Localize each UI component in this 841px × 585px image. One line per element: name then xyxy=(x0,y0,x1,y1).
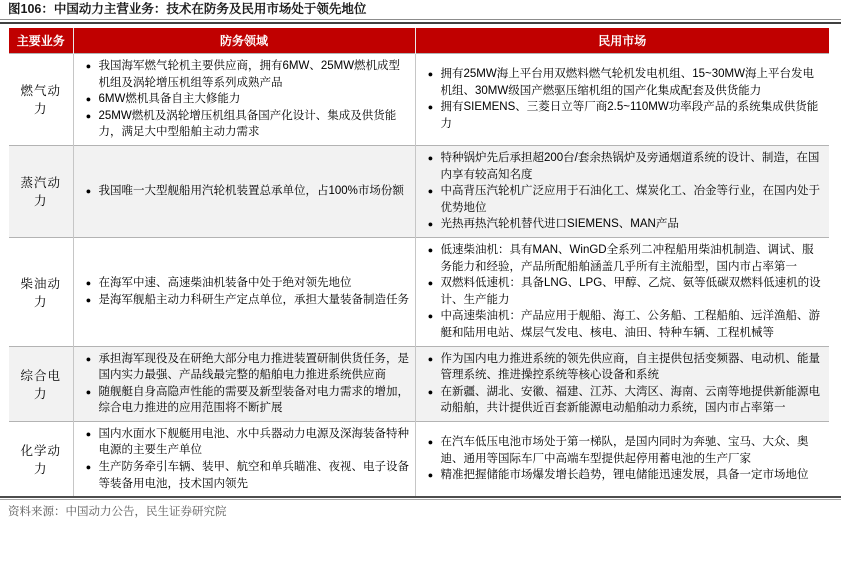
bullet-list xyxy=(79,426,410,492)
bullet-icon: ● xyxy=(85,386,92,397)
civil-market-cell xyxy=(415,237,829,346)
title-divider xyxy=(0,19,841,24)
bullet-text: 中高背压汽轮机广泛应用于石油化工、煤炭化工、冶金等行业，在国内处于优势地位 xyxy=(440,185,820,214)
bullet-text: 特种锅炉先后承担超200台/套余热锅炉及旁通烟道系统的设计、制造，在国内享有较高知名度 xyxy=(440,151,820,181)
business-name-cell: 燃气动力 xyxy=(9,54,73,146)
bullet-icon: ● xyxy=(85,428,92,439)
column-header-civil: 民用市场 xyxy=(415,28,829,54)
bullet-icon: ● xyxy=(85,278,92,289)
bullet-text: 光热再热汽轮机替代进口SIEMENS、MAN产品 xyxy=(440,218,679,231)
business-name-cell: 柴油动力 xyxy=(9,237,73,346)
bullet-icon: ● xyxy=(85,294,92,305)
bullet-item xyxy=(79,459,410,492)
bullet-text: 我国海军燃气轮机主要供应商，拥有6MW、25MW燃机成型机组及涡轮增压机组等系列成熟产品 xyxy=(98,60,401,89)
bullet-icon: ● xyxy=(427,311,434,322)
column-header-business: 主要业务 xyxy=(9,28,73,54)
bullet-item xyxy=(79,384,410,417)
bullet-icon: ● xyxy=(85,94,92,105)
bullet-list xyxy=(421,351,825,417)
defense-cell xyxy=(73,237,415,346)
bullet-icon: ● xyxy=(427,186,434,197)
bullet-icon: ● xyxy=(427,69,434,80)
bullet-item xyxy=(79,183,410,200)
bullet-icon: ● xyxy=(427,152,434,163)
table-row xyxy=(9,346,829,421)
defense-cell xyxy=(73,421,415,496)
business-name-cell: 综合电力 xyxy=(9,346,73,421)
bullet-text: 中高速柴油机：产品应用于舰船、海工、公务船、工程船舶、远洋渔船、游艇和陆用电站、煤层气发电、核电、油田、特种车辆、工程机械等 xyxy=(440,310,820,339)
table-row xyxy=(9,237,829,346)
bullet-item xyxy=(421,99,825,132)
business-table xyxy=(9,28,829,496)
bullet-icon: ● xyxy=(85,186,92,197)
bullet-text: 25MW燃机及涡轮增压机组具备国产化设计、集成及供货能力，满足大中型船舶主动力需求 xyxy=(98,109,397,139)
bullet-list xyxy=(421,242,825,342)
bullet-icon: ● xyxy=(427,386,434,397)
bullet-list xyxy=(421,434,825,484)
bullet-icon: ● xyxy=(427,278,434,289)
bullet-icon: ● xyxy=(85,61,92,71)
bullet-item xyxy=(421,308,825,341)
bullet-text: 国内水面水下舰艇用电池、水中兵器动力电源及深海装备特种电源的主要生产单位 xyxy=(98,427,409,457)
bullet-text: 随舰艇自身高隐声性能的需要及新型装备对电力需求的增加，综合电力推进的应用范围将不断扩展 xyxy=(98,385,409,415)
defense-cell xyxy=(73,54,415,146)
bullet-item xyxy=(421,183,825,216)
table-row xyxy=(9,421,829,496)
bullet-text: 精准把握储能市场爆发增长趋势，锂电储能迅速发展，具备一定市场地位 xyxy=(440,469,809,482)
bullet-list xyxy=(79,58,410,141)
bullet-text: 低速柴油机：具有MAN、WinGD全系列二冲程船用柴油机制造、调试、服务能力和经验，产品所配船舶涵盖几乎所有主流船型，国内市占率第一 xyxy=(440,243,814,273)
civil-market-cell xyxy=(415,145,829,237)
bullet-list xyxy=(79,351,410,417)
bullet-item xyxy=(79,275,410,292)
civil-market-cell xyxy=(415,421,829,496)
bullet-icon: ● xyxy=(427,437,434,448)
civil-market-cell xyxy=(415,346,829,421)
bullet-icon: ● xyxy=(427,353,434,364)
bullet-text: 承担海军现役及在研绝大部分电力推进装置研制供货任务，是国内实力最强、产品线最完整的船舶电力推进系统供应商 xyxy=(98,352,409,382)
bullet-text: 在海军中速、高速柴油机装备中处于绝对领先地位 xyxy=(98,277,352,290)
bullet-text: 6MW燃机具备自主大修能力 xyxy=(98,93,241,106)
bullet-list xyxy=(421,150,825,233)
business-name-cell: 蒸汽动力 xyxy=(9,145,73,237)
defense-cell xyxy=(73,346,415,421)
bullet-icon: ● xyxy=(85,110,92,121)
bullet-text: 生产防务牵引车辆、装甲、航空和单兵瞄准、夜视、电子设备等装备用电池，技术国内领先 xyxy=(98,461,409,490)
bullet-text: 在汽车低压电池市场处于第一梯队，是国内同时为奔驰、宝马、大众、奥迪、通用等国际车厂中高端车型提供起停用蓄电池的生产厂家 xyxy=(440,436,809,465)
bullet-item xyxy=(79,426,410,459)
bullet-item xyxy=(79,58,410,91)
bullet-text: 是海军舰船主动力科研生产定点单位，承担大量装备制造任务 xyxy=(98,293,409,306)
bullet-item xyxy=(421,434,825,467)
bullet-icon: ● xyxy=(427,244,434,255)
bullet-text: 拥有25MW海上平台用双燃料燃气轮机发电机组、15~30MW海上平台发电机组、30MW级国产燃驱压缩机组的国产化集成配套及供货能力 xyxy=(440,68,814,97)
bullet-item xyxy=(79,351,410,384)
bullet-item xyxy=(421,66,825,99)
bullet-item xyxy=(421,351,825,384)
bullet-icon: ● xyxy=(427,102,434,113)
table-row xyxy=(9,54,829,146)
table-header-row xyxy=(9,28,829,54)
bullet-text: 我国唯一大型舰船用汽轮机装置总承单位，占100%市场份额 xyxy=(98,185,404,198)
bullet-text: 在新疆、湖北、安徽、福建、江苏、大湾区、海南、云南等地提供新能源电动船舶，共计提供近百套新能源电动船舶动力系统，国内市占率第一 xyxy=(440,385,820,415)
bullet-item xyxy=(79,292,410,309)
bullet-icon: ● xyxy=(427,470,434,481)
business-name-cell: 化学动力 xyxy=(9,421,73,496)
bullet-text: 拥有SIEMENS、三菱日立等厂商2.5~110MW功率段产品的系统集成供货能力 xyxy=(440,101,819,131)
table-bottom-divider xyxy=(0,496,841,500)
bullet-item xyxy=(421,275,825,308)
bullet-item xyxy=(421,242,825,275)
bullet-item xyxy=(421,150,825,183)
bullet-list xyxy=(421,66,825,132)
figure-title: 图106：中国动力主营业务：技术在防务及民用市场处于领先地位 xyxy=(8,2,367,16)
bullet-item xyxy=(79,91,410,108)
bullet-text: 双燃料低速机：具备LNG、LPG、甲醇、乙烷、氨等低碳双燃料低速机的设计、生产能力 xyxy=(440,277,821,306)
bullet-item xyxy=(79,108,410,141)
column-header-defense: 防务领域 xyxy=(73,28,415,54)
bullet-list xyxy=(79,183,410,200)
bullet-item xyxy=(421,384,825,417)
bullet-icon: ● xyxy=(85,353,92,364)
defense-cell xyxy=(73,145,415,237)
bullet-item xyxy=(421,216,825,233)
bullet-list xyxy=(79,275,410,308)
bullet-icon: ● xyxy=(427,219,434,230)
source-note: 资料来源：中国动力公告，民生证券研究院 xyxy=(8,506,227,519)
civil-market-cell xyxy=(415,54,829,146)
table-row xyxy=(9,145,829,237)
bullet-icon: ● xyxy=(85,462,92,473)
bullet-text: 作为国内电力推进系统的领先供应商，自主提供包括变频器、电动机、能量管理系统、推进操控系统等核心设备和系统 xyxy=(440,352,820,382)
bullet-item xyxy=(421,467,825,484)
